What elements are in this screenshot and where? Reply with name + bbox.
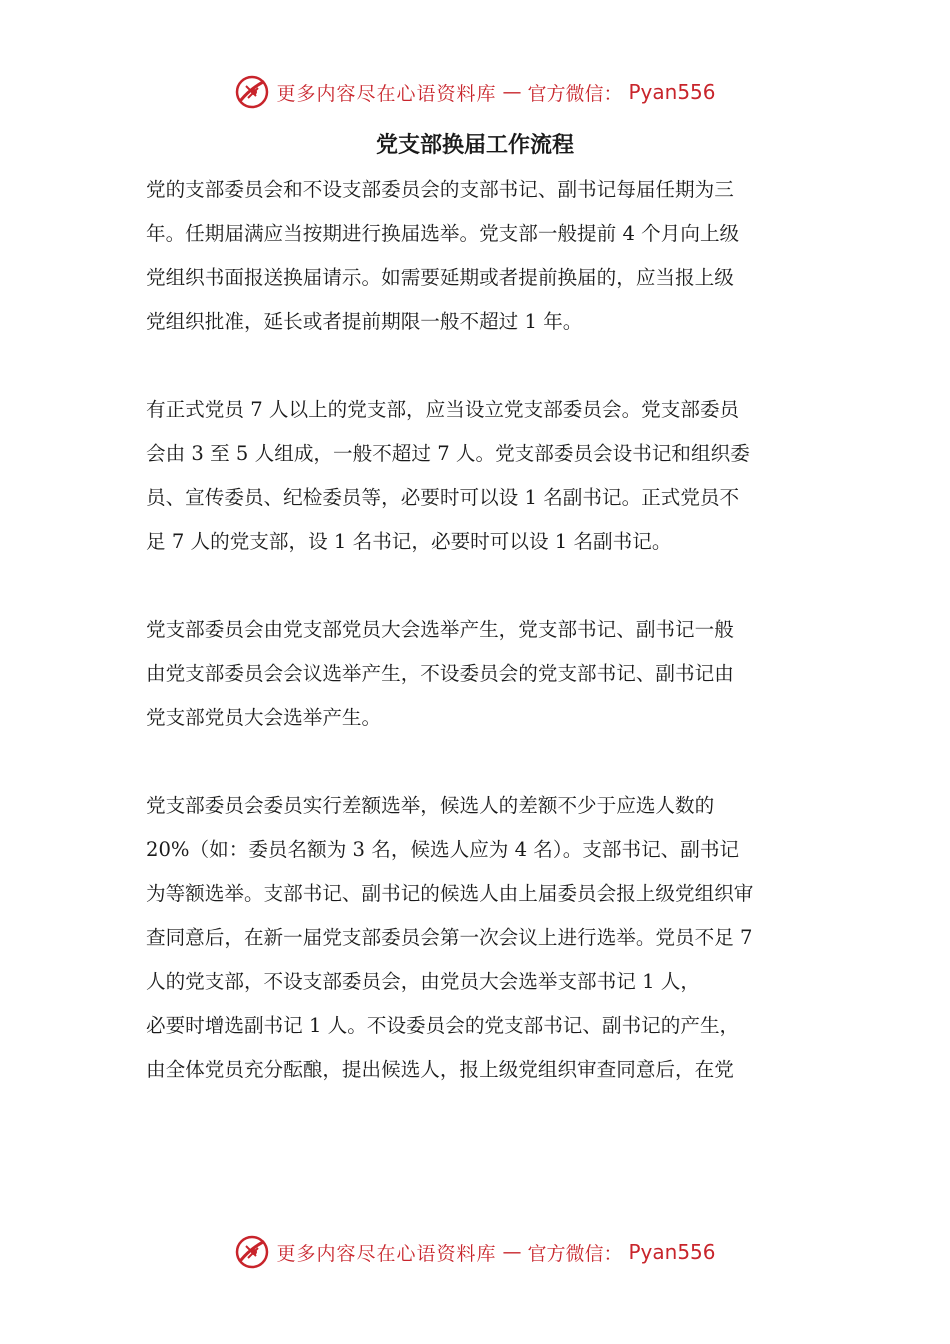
paragraph-gap [146,344,818,388]
document-body [146,168,818,1092]
banner-wechat-label: 官方微信： [527,82,623,105]
header-banner [0,72,950,112]
text-line: 由全体党员充分酝酿，提出候选人，报上级党组织审查同意后，在党 [146,1058,734,1081]
text-line: 必要时增选副书记 1 人。不设委员会的党支部书记、副书记的产生， [146,1014,740,1037]
text-line: 足 7 人的党支部，设 1 名书记，必要时可以设 1 名副书记。 [146,530,672,553]
document-title: 党支部换届工作流程 [375,133,574,158]
paragraph [146,784,818,1092]
text-line: 会由 3 至 5 人组成，一般不超过 7 人。党支部委员会设书记和组织委 [146,442,750,465]
text-line: 党组织批准，延长或者提前期限一般不超过 1 年。 [146,310,583,333]
text-line: 有正式党员 7 人以上的党支部，应当设立党支部委员会。党支部委员 [146,398,740,421]
logo-icon [234,1234,270,1270]
text-line: 党组织书面报送换届请示。如需要延期或者提前换届的，应当报上级 [146,266,734,289]
paragraph [146,388,818,564]
logo-icon [234,74,270,110]
paragraph [146,608,818,740]
text-line: 人的党支部，不设支部委员会，由党员大会选举支部书记 1 人， [146,970,700,993]
banner-wechat-id: Pyan556 [628,1240,716,1264]
paragraph [146,168,818,344]
text-line: 党支部委员会由党支部党员大会选举产生，党支部书记、副书记一般 [146,618,734,641]
text-line: 20%（如：委员名额为 3 名，候选人应为 4 名）。支部书记、副书记 [146,838,740,861]
text-line: 为等额选举。支部书记、副书记的候选人由上届委员会报上级党组织审 [146,882,754,905]
text-line: 党的支部委员会和不设支部委员会的支部书记、副书记每届任期为三 [146,178,734,201]
banner-wechat-id: Pyan556 [628,80,716,104]
text-line: 由党支部委员会会议选举产生，不设委员会的党支部书记、副书记由 [146,662,734,685]
footer-banner [0,1232,950,1272]
text-line: 党支部委员会委员实行差额选举，候选人的差额不少于应选人数的 [146,794,715,817]
text-line: 年。任期届满应当按期进行换届选举。党支部一般提前 4 个月向上级 [146,222,740,245]
paragraph-gap [146,740,818,784]
text-line: 查同意后，在新一届党支部委员会第一次会议上进行选举。党员不足 7 [146,926,753,949]
banner-separator: — [502,81,522,103]
text-line: 员、宣传委员、纪检委员等，必要时可以设 1 名副书记。正式党员不 [146,486,740,509]
banner-text: 更多内容尽在心语资料库 [276,82,497,105]
banner-text: 更多内容尽在心语资料库 [276,1242,497,1265]
paragraph-gap [146,564,818,608]
banner-wechat-label: 官方微信： [527,1242,623,1265]
text-line: 党支部党员大会选举产生。 [146,706,382,729]
banner-separator: — [502,1241,522,1263]
